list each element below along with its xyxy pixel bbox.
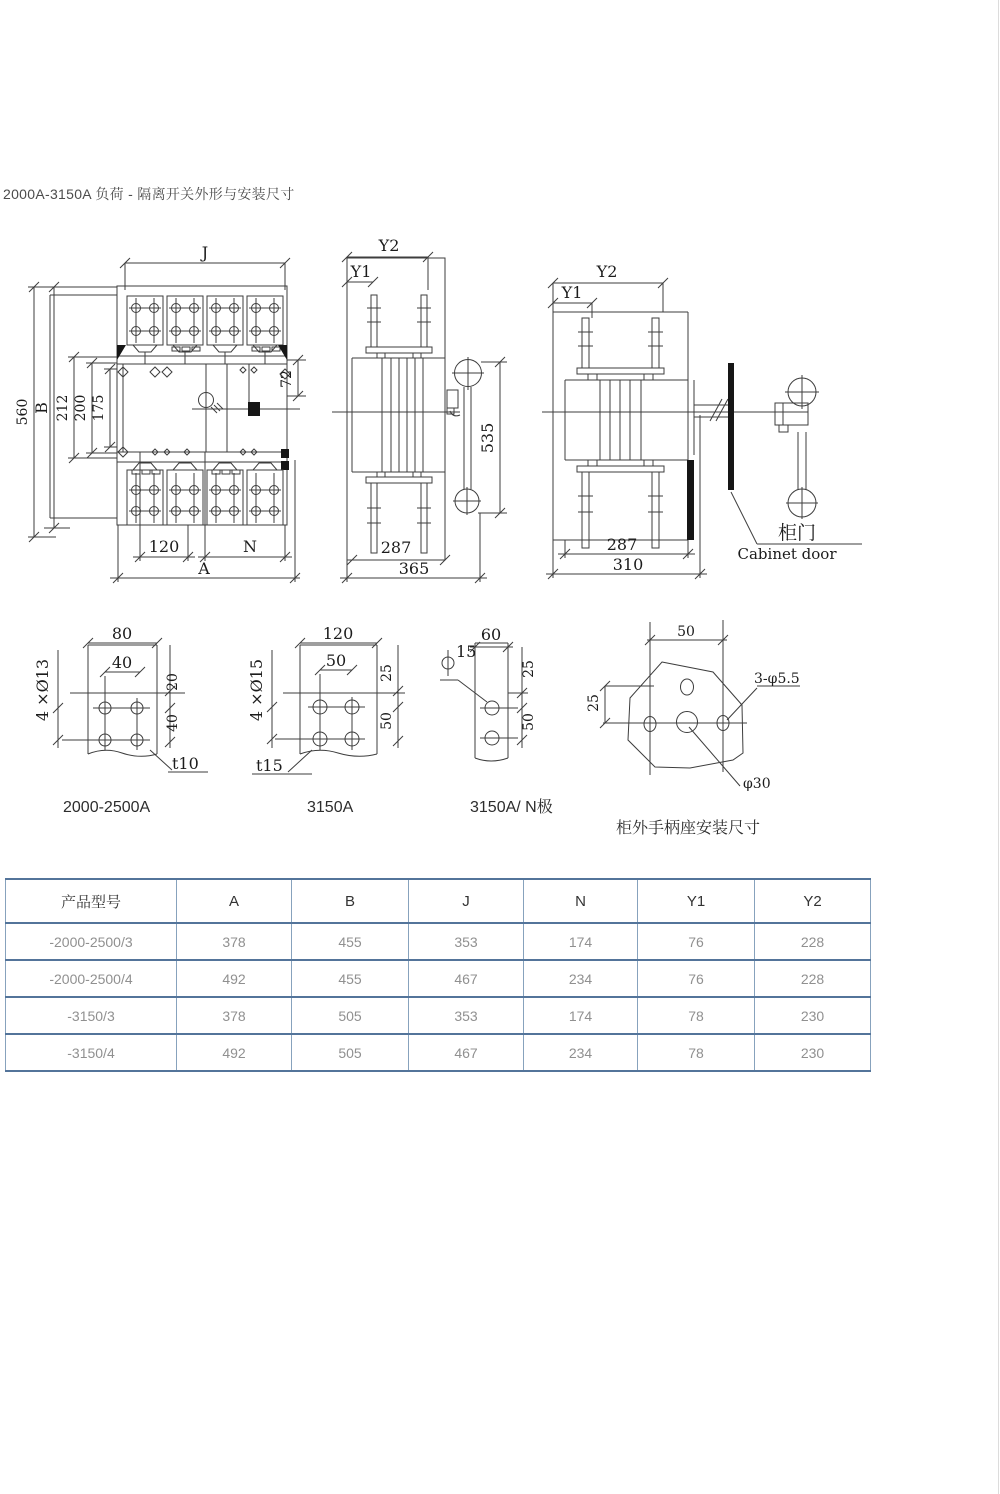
dim-label: A <box>198 559 210 578</box>
dim-label: 50 <box>325 651 347 670</box>
col-header-y2: Y2 <box>755 879 871 923</box>
cell-value: 353 <box>409 997 524 1034</box>
dim-label: Y2 <box>378 236 400 255</box>
cell-model: -2000-2500/4 <box>6 960 177 997</box>
cell-model: -3150/4 <box>6 1034 177 1071</box>
dim-label: 50 <box>677 624 695 640</box>
dim-label: 560 <box>15 398 31 426</box>
handle-seat-caption: 柜外手柄座安装尺寸 <box>616 820 761 837</box>
dim-label: 60 <box>480 625 502 644</box>
cell-value: 78 <box>638 997 755 1034</box>
cell-value: 378 <box>177 923 292 960</box>
dim-label: 4 ×Ø15 <box>247 658 266 722</box>
cell-value: 492 <box>177 1034 292 1071</box>
cell-value: 455 <box>292 960 409 997</box>
col-header-a: A <box>177 879 292 923</box>
cell-value: 76 <box>638 923 755 960</box>
dim-label: 25 <box>379 664 395 682</box>
cell-value: 234 <box>524 960 638 997</box>
cell-value: 467 <box>409 960 524 997</box>
cell-value: 228 <box>755 923 871 960</box>
col-header-model: 产品型号 <box>6 879 177 923</box>
cell-value: 78 <box>638 1034 755 1071</box>
hole-spec-label: 3-φ5.5 <box>754 671 800 687</box>
table-row <box>6 1034 871 1071</box>
dim-label: 80 <box>111 624 133 643</box>
cell-value: 174 <box>524 923 638 960</box>
handle-seat-drawing <box>586 620 800 837</box>
dim-label: 365 <box>398 559 430 578</box>
side-view-drawing <box>332 236 507 583</box>
cell-value: 505 <box>292 997 409 1034</box>
dim-label: 50 <box>379 712 395 730</box>
cell-model: -2000-2500/3 <box>6 923 177 960</box>
dim-label: B <box>32 402 51 414</box>
drill-pattern-3150-n <box>440 625 553 816</box>
dim-label: Y1 <box>350 262 372 281</box>
cabinet-door-label-en: Cabinet door <box>737 545 837 563</box>
cell-value: 174 <box>524 997 638 1034</box>
dim-label: 287 <box>606 535 638 554</box>
cell-value: 76 <box>638 960 755 997</box>
dim-label: Y1 <box>561 283 583 302</box>
center-hole-label: φ30 <box>743 776 771 792</box>
cell-value: 234 <box>524 1034 638 1071</box>
dim-label: 287 <box>380 538 412 557</box>
table-row <box>6 997 871 1034</box>
dim-label: 15 <box>456 642 477 661</box>
cell-value: 353 <box>409 923 524 960</box>
dim-label: 20 <box>165 673 181 691</box>
col-header-j: J <box>409 879 524 923</box>
dim-label: 120 <box>322 624 354 643</box>
cell-value: 228 <box>755 960 871 997</box>
dim-label: 25 <box>521 660 537 678</box>
cell-value: 230 <box>755 997 871 1034</box>
dim-label: 40 <box>165 714 181 732</box>
drill-pattern-3150 <box>247 624 405 816</box>
cell-value: 505 <box>292 1034 409 1071</box>
page-title: 2000A-3150A 负荷 - 隔离开关外形与安装尺寸 <box>3 186 295 202</box>
drill-pattern-caption: 3150A/ N极 <box>470 799 553 816</box>
cell-model: -3150/3 <box>6 997 177 1034</box>
dim-label: Y2 <box>596 262 618 281</box>
dim-label: J <box>201 243 209 262</box>
dim-label: 40 <box>111 653 133 672</box>
dim-label: 212 <box>55 394 71 422</box>
dim-label: 200 <box>73 394 89 422</box>
dim-label: 50 <box>521 713 537 731</box>
col-header-y1: Y1 <box>638 879 755 923</box>
cell-value: 492 <box>177 960 292 997</box>
table-header-row <box>6 879 871 923</box>
dim-label: 175 <box>91 394 107 422</box>
dim-label: 25 <box>586 694 602 712</box>
drill-pattern-caption: 2000-2500A <box>63 799 151 816</box>
cabinet-door-label-cn: 柜门 <box>777 522 817 544</box>
dim-label: 72 <box>279 370 295 388</box>
drill-pattern-caption: 3150A <box>307 799 354 816</box>
dim-label: 120 <box>148 537 180 556</box>
dim-label: 535 <box>478 422 497 454</box>
thickness-label: t10 <box>172 754 199 773</box>
cell-value: 467 <box>409 1034 524 1071</box>
thickness-label: t15 <box>256 756 283 775</box>
spec-table <box>5 878 871 1072</box>
table-row <box>6 923 871 960</box>
dim-label: 4 ×Ø13 <box>33 658 52 722</box>
cell-value: 230 <box>755 1034 871 1071</box>
cell-value: 378 <box>177 997 292 1034</box>
col-header-n: N <box>524 879 638 923</box>
cell-value: 455 <box>292 923 409 960</box>
dim-label: N <box>243 537 257 556</box>
col-header-b: B <box>292 879 409 923</box>
door-view-drawing <box>542 262 862 579</box>
dim-label: 310 <box>612 555 644 574</box>
table-row <box>6 960 871 997</box>
front-view-drawing <box>15 243 306 583</box>
drill-pattern-2000-2500 <box>33 624 208 816</box>
